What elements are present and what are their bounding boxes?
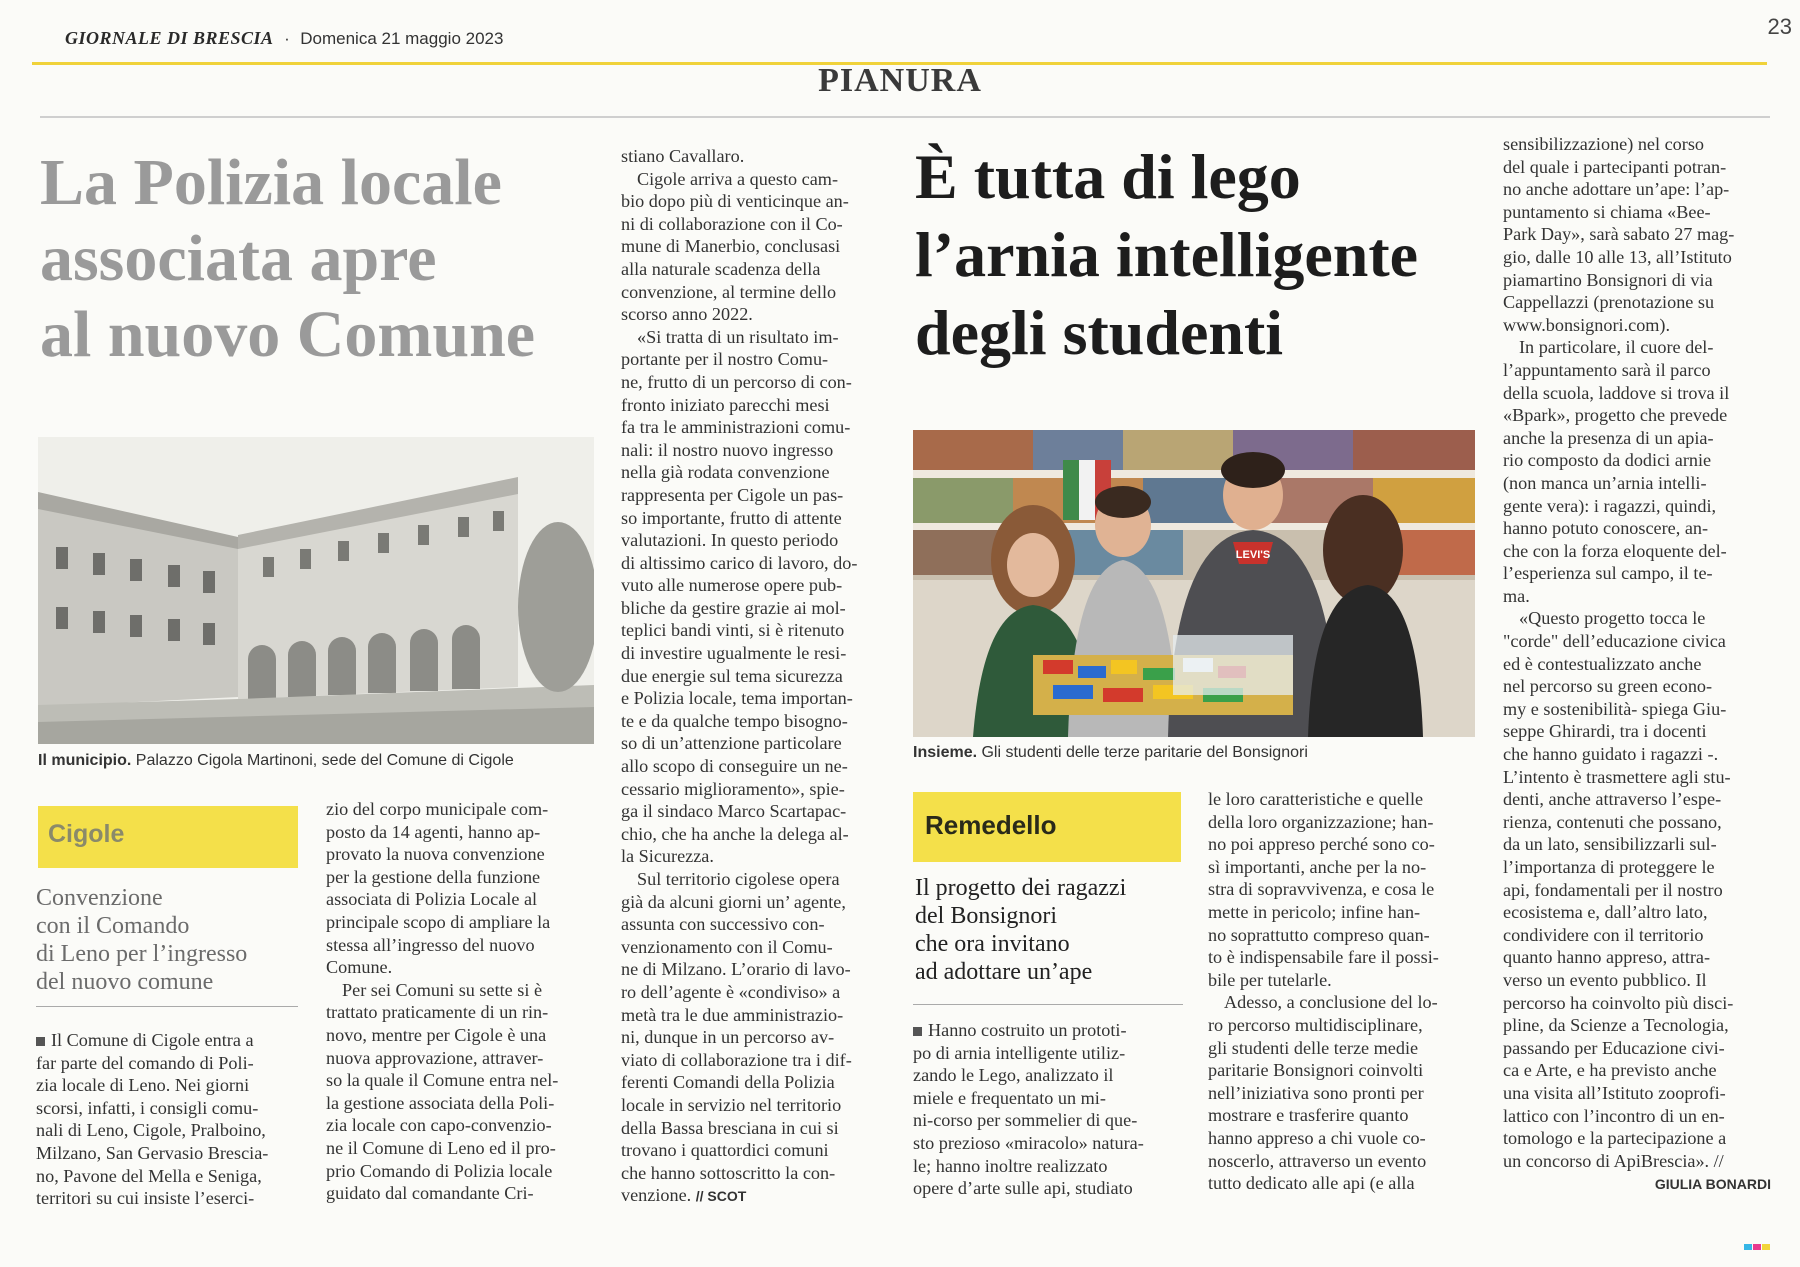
text-line: zando le Lego, analizzato il [913,1065,1114,1086]
text-line: ca e Arte, e ha previsto anche [1503,1060,1717,1081]
text-line: bliche da gestire grazie ai mol- [621,597,846,618]
text-line: www.bonsignori.com). [1503,314,1671,335]
section-title: PIANURA [818,62,982,99]
text-line: novo, mentre per Cigole è una [326,1024,547,1045]
text-line: sto prezioso «miracolo» natura- [913,1132,1144,1153]
text-line: percorso ha coinvolto più disci- [1503,992,1734,1013]
headline-line: È tutta di lego [915,141,1301,212]
text-line: "corde" dell’educazione civica [1503,631,1726,652]
text-line: L’intento è trasmettere agli stu- [1503,766,1731,787]
text-line: quanto hanno appreso, attra- [1503,947,1711,968]
text-line: la Sicurezza. [621,846,714,867]
text-line: ecosistema e, dall’altro lato, [1503,902,1708,923]
text-line: ma. [1503,585,1530,606]
text-line: Cigole arriva a questo cam- [637,168,838,189]
color-registration-marks-icon [1743,1237,1770,1255]
section-rule [40,116,1770,118]
text-line: po di arnia intelligente utiliz- [913,1042,1126,1063]
text-line: scorsi, infatti, i consigli comu- [36,1097,259,1118]
right-column-2 [1208,788,1478,1195]
text-line: allo scopo di conseguire un ne- [621,756,848,777]
text-line: chio, che ha anche la delega al- [621,823,849,844]
shirt-logo: LEVI'S [1235,549,1271,561]
text-line: verso un evento pubblico. Il [1503,969,1707,990]
text-line: una visita all’Istituto zooprofi- [1503,1082,1726,1103]
text-line: ga il sindaco Marco Scartapac- [621,801,847,822]
text-line: so importante, frutto di attente [621,507,842,528]
newspaper-name: GIORNALE DI BRESCIA [65,28,274,48]
text-line: nel percorso su green econo- [1503,676,1713,697]
bullet-square-icon [913,1027,922,1036]
separator: · [284,29,290,48]
text-line: piamartino Bonsignori di via [1503,269,1713,290]
text-line: portante per il nostro Comu- [621,349,829,370]
text-line: da un lato, sensibilizzarli sul- [1503,834,1717,855]
left-subheadline [36,884,298,996]
text-line: ne di Milzano. L’orario di lavo- [621,959,851,980]
text-line: lattico con l’incontro di un en- [1503,1105,1725,1126]
text-line: della Bassa bresciana in cui si [621,1117,839,1138]
left-column-1 [36,1029,298,1210]
text-line: e Polizia locale, tema importan- [621,688,853,709]
text-line: rappresenta per Cigole un pas- [621,484,844,505]
subheadline-line: di Leno per l’ingresso [36,941,248,967]
text-line: nuova approvazione, attraver- [326,1047,544,1068]
text-line: Adesso, a conclusione del lo- [1224,992,1438,1013]
text-line: «Si tratta di un risultato im- [637,326,839,347]
text-line: ni di collaborazione con il Co- [621,213,843,234]
text-line: Per sei Comuni su sette si è [342,979,543,1000]
subheadline-line: con il Comando [36,913,190,939]
text-line: l’esperienza sul campo, il te- [1503,563,1713,584]
headline-line: l’arnia intelligente [915,219,1419,290]
subheadline-line: che ora invitano [915,931,1070,957]
text-line: che hanno sottoscritto la con- [621,1162,836,1183]
text-line: posto da 14 agenti, hanno ap- [326,821,541,842]
text-line: del quale i partecipanti potran- [1503,156,1727,177]
subheadline-rule [913,1004,1183,1005]
issue-date: Domenica 21 maggio 2023 [300,29,504,48]
text-line: nell’iniziativa sono pronti per [1208,1082,1424,1103]
text-line: «Questo progetto tocca le [1519,608,1706,629]
text-line: provato la nuova convenzione [326,844,545,865]
headline-line: associata apre [40,222,437,295]
text-line: due energie sul tema sicurezza [621,665,843,686]
text-line: già da alcuni giorni un’ agente, [621,891,846,912]
text-line: ferenti Comandi della Polizia [621,1072,835,1093]
text-line: l’importanza di proteggere le [1503,857,1715,877]
text-line: che con la forza eloquente del- [1503,540,1727,561]
text-line: mune di Manerbio, conclusasi [621,236,841,257]
subheadline-rule [36,1006,298,1007]
text-line: «Bpark», progetto che prevede [1503,405,1728,426]
text-line: ne il Comune di Leno ed il pro- [326,1137,556,1158]
text-line: scorso anno 2022. [621,304,753,325]
text-line: denti, anche attraverso l’espe- [1503,789,1722,810]
text-line: Milzano, San Gervasio Brescia- [36,1142,269,1163]
text-line: passando per Educazione civi- [1503,1037,1725,1058]
text-line: so la quale il Comune entra nel- [326,1070,559,1091]
text-line: tutto dedicato alle api (e alla [1208,1173,1415,1194]
text-line: sensibilizzazione) nel corso [1503,134,1704,154]
left-column-3 [621,145,886,1208]
text-line: prio Comando di Polizia locale [326,1160,553,1181]
text-line: guidato dal comandante Cri- [326,1183,534,1204]
subheadline-line: del Bonsignori [915,903,1057,929]
text-line: hanno appreso a chi vuole co- [1208,1127,1426,1148]
text-line: cessario miglioramento», spie- [621,778,845,799]
text-line: api, fondamentali per il nostro [1503,879,1723,900]
caption-label: Il municipio. [38,752,132,769]
text-line: opere d’arte sulle api, studiato [913,1178,1133,1199]
text-line: Cappellazzi (prenotazione su [1503,292,1715,313]
text-line: Hanno costruito un prototi- [928,1020,1127,1040]
text-line: valutazioni. In questo periodo [621,530,839,551]
subheadline-line: del nuovo comune [36,969,214,995]
headline-line: al nuovo Comune [40,298,536,371]
masthead [65,28,503,49]
text-line: far parte del comando di Poli- [36,1052,254,1073]
text-line: assunta con successivo con- [621,914,825,935]
text-line: l’appuntamento sarà il parco [1503,359,1711,380]
text-line: teplici bandi vinti, si è ritenuto [621,620,845,641]
text-line: miele e frequentato un mi- [913,1087,1106,1108]
text-line: gli studenti delle terze medie [1208,1037,1419,1058]
text-line: territori su cui insiste l’eserci- [36,1188,255,1209]
text-line: per la gestione della funzione [326,866,541,887]
text-line: stra di sopravvivenza, e cosa le [1208,879,1435,900]
tag-label: Remedello [925,810,1057,840]
text-line: paritarie Bonsignori coinvolti [1208,1060,1424,1081]
text-line: pline, da Scienze a Tecnologia, [1503,1015,1729,1036]
text-line: hanno potuto conoscere, an- [1503,518,1709,539]
text-line: mostrare e trasferire quanto [1208,1105,1409,1126]
text-line: tomologo e la partecipazione a [1503,1128,1727,1149]
text-line: nali di Leno, Cigole, Pralboino, [36,1120,266,1141]
students-illustration [913,430,1475,737]
text-line: gente vera): i ragazzi, quindi, [1503,495,1717,516]
text-line: no anche adottare un’ape: l’ap- [1503,179,1730,200]
text-line: principale scopo di ampliare la [326,911,551,932]
text-line: ni-corso per sommelier di que- [913,1110,1138,1131]
text-line: Sul territorio cigolese opera [637,869,840,889]
text-line: trovano i quattordici comuni [621,1140,829,1161]
headline-line: La Polizia locale [40,146,502,219]
text-line: zia locale di Leno. Nei giorni [36,1075,250,1096]
caption-text: Palazzo Cigola Martinoni, sede del Comune di Cigole [135,752,514,769]
text-line: noscerlo, attraverso un evento [1208,1150,1427,1171]
text-line: bio dopo più di venticinque an- [621,191,849,212]
text-line: stessa all’ingresso del nuovo [326,934,535,955]
caption-label: Insieme. [913,744,978,761]
text-line: puntamento si chiama «Bee- [1503,201,1711,222]
location-tag-remedello [913,792,1181,862]
students-photo [913,430,1475,737]
text-line: di altissimo carico di lavoro, do- [621,552,858,573]
text-line: della scuola, laddove si trova il [1503,382,1730,403]
subheadline-line: Il progetto dei ragazzi [915,875,1127,901]
text-line: zia locale con capo-convenzio- [326,1115,552,1136]
text-line: zio del corpo municipale com- [326,799,549,819]
left-signature: // SCOT [695,1188,747,1205]
text-line: fa tra le amministrazioni comu- [621,417,851,438]
text-line: le loro caratteristiche e quelle [1208,789,1424,809]
page-number: 23 [1767,14,1792,39]
text-line: (non manca un’arnia intelli- [1503,472,1707,493]
right-headline [915,138,1515,372]
text-line: la gestione associata della Poli- [326,1092,555,1113]
text-line: ro percorso multidisciplinare, [1208,1014,1423,1035]
tag-label: Cigole [48,820,125,848]
text-line: vuto alle numerose opere pub- [621,575,843,596]
right-photo-caption [913,744,1308,762]
text-line: alla naturale scadenza della [621,258,821,279]
text-line: nali: il nostro nuovo ingresso [621,439,834,460]
text-line: condividere con il territorio [1503,924,1704,945]
municipio-photo [38,437,594,744]
location-tag-cigole [38,806,298,868]
text-line: nella già rodata convenzione [621,462,830,483]
text-line: rio composto da dodici arnie [1503,450,1712,471]
text-line: ed è contestualizzato anche [1503,653,1702,674]
text-line: Comune. [326,957,393,978]
text-line: my e sostenibilità- spiega Giu- [1503,698,1727,719]
text-line: ni, dunque in un percorso av- [621,1027,835,1048]
text-line: convenzione, al termine dello [621,281,837,302]
text-line: te e da qualche tempo bisogno- [621,710,848,731]
text-line: mette in pericolo; infine han- [1208,901,1421,922]
text-line: stiano Cavallaro. [621,146,745,166]
text-line: to è indispensabile fare il possi- [1208,947,1439,968]
text-line: metà tra le due amministrazio- [621,1004,844,1025]
bullet-square-icon [36,1037,45,1046]
text-line: ro dell’agente è «condiviso» a [621,981,841,1002]
text-line: di investire ugualmente le resi- [621,643,847,664]
left-column-2 [326,798,594,1205]
text-line: che hanno guidato i ragazzi -. [1503,744,1719,765]
text-line: seppe Ghirardi, tra i docenti [1503,721,1707,742]
text-line: sì importanti, anche per la no- [1208,856,1427,877]
text-line: venzione. [621,1185,692,1206]
text-line: bile per tutelarle. [1208,969,1332,990]
text-line: anche la presenza di un apia- [1503,427,1714,448]
headline-line: degli studenti [915,297,1284,368]
caption-text: Gli studenti delle terze paritarie del Bonsignori [981,744,1308,761]
text-line: Park Day», sarà sabato 27 mag- [1503,224,1735,245]
text-line: fronto iniziato parecchi mesi [621,394,830,415]
text-line: associata di Polizia Locale al [326,889,538,910]
text-line: le; hanno inoltre realizzato [913,1155,1108,1176]
right-column-3 [1503,133,1771,1196]
text-line: no poi appreso perché sono co- [1208,834,1435,855]
text-line: venzionamento con il Comu- [621,936,833,957]
right-signature: GIULIA BONARDI [1654,1176,1771,1193]
text-line: so di un’attenzione particolare [621,733,842,754]
text-line: un concorso di ApiBrescia». // [1503,1150,1724,1171]
text-line: rienza, contenuti che possano, [1503,811,1722,832]
text-line: gio, dalle 10 alle 13, all’Istituto [1503,246,1732,267]
subheadline-line: ad adottare un’ape [915,959,1093,985]
text-line: trattato praticamente di un rin- [326,1002,549,1023]
text-line: In particolare, il cuore del- [1519,337,1714,358]
text-line: della loro organizzazione; han- [1208,811,1434,832]
subheadline-line: Convenzione [36,885,163,911]
left-headline [40,145,600,373]
text-line: ne, frutto di un percorso di con- [621,371,852,392]
right-subheadline [915,874,1185,986]
palazzo-illustration [38,437,594,744]
text-line: viato di collaborazione tra i dif- [621,1049,852,1070]
text-line: no, Pavone del Mella e Seniga, [36,1165,262,1186]
right-column-1 [913,1019,1183,1200]
left-photo-caption [38,752,514,770]
text-line: locale in servizio nel territorio [621,1094,842,1115]
text-line: Il Comune di Cigole entra a [51,1030,254,1050]
text-line: no soprattutto compreso quan- [1208,924,1430,945]
